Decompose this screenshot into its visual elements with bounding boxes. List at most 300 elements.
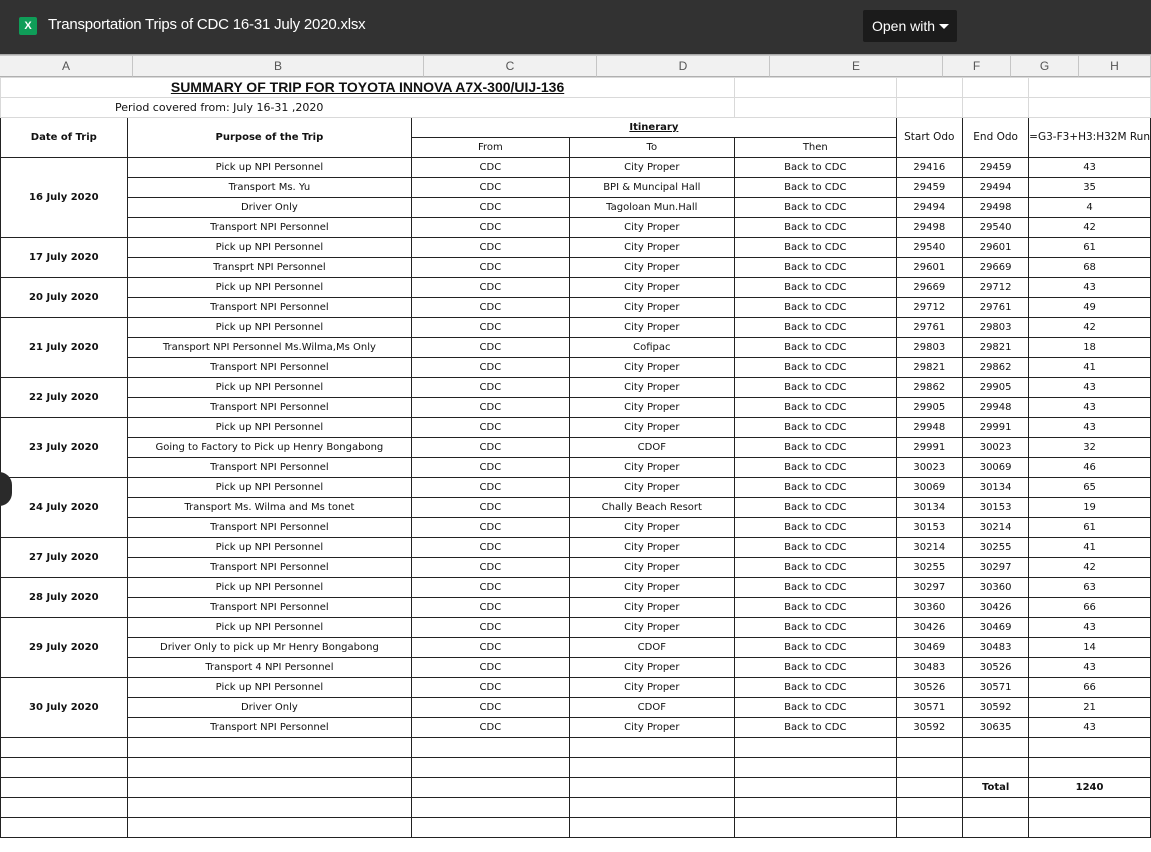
then-cell[interactable]: Back to CDC [735, 258, 896, 278]
run-cell[interactable]: 4 [1029, 198, 1151, 218]
run-cell[interactable]: 35 [1029, 178, 1151, 198]
then-cell[interactable]: Back to CDC [735, 578, 896, 598]
column-header-g[interactable]: G [1011, 56, 1079, 77]
to-cell[interactable]: City Proper [569, 418, 735, 438]
date-cell[interactable]: 21 July 2020 [1, 318, 128, 378]
then-cell[interactable]: Back to CDC [735, 598, 896, 618]
end-odo-cell[interactable]: 29601 [963, 238, 1029, 258]
empty-cell[interactable] [735, 818, 896, 838]
sheet-title[interactable]: SUMMARY OF TRIP FOR TOYOTA INNOVA A7X-300/UIJ-136 [1, 78, 735, 98]
purpose-cell[interactable]: Pick up NPI Personnel [127, 618, 412, 638]
start-odo-cell[interactable]: 29601 [896, 258, 963, 278]
end-odo-cell[interactable]: 29821 [963, 338, 1029, 358]
purpose-cell[interactable]: Pick up NPI Personnel [127, 158, 412, 178]
from-cell[interactable]: CDC [412, 518, 569, 538]
date-cell[interactable]: 30 July 2020 [1, 678, 128, 738]
empty-cell[interactable] [1, 778, 128, 798]
run-cell[interactable]: 66 [1029, 678, 1151, 698]
empty-cell[interactable] [735, 758, 896, 778]
date-cell[interactable]: 28 July 2020 [1, 578, 128, 618]
start-odo-cell[interactable]: 30360 [896, 598, 963, 618]
table-row [1, 598, 1151, 618]
to-cell[interactable]: City Proper [569, 558, 735, 578]
then-cell[interactable]: Back to CDC [735, 498, 896, 518]
start-odo-cell[interactable]: 29862 [896, 378, 963, 398]
empty-cell[interactable] [127, 778, 412, 798]
empty-row [1, 738, 1151, 758]
then-cell[interactable]: Back to CDC [735, 478, 896, 498]
then-cell[interactable]: Back to CDC [735, 378, 896, 398]
run-cell[interactable]: 43 [1029, 658, 1151, 678]
end-odo-cell[interactable]: 30297 [963, 558, 1029, 578]
purpose-cell[interactable]: Transport NPI Personnel [127, 518, 412, 538]
run-cell[interactable]: 32 [1029, 438, 1151, 458]
purpose-cell[interactable]: Transport NPI Personnel [127, 398, 412, 418]
to-cell[interactable]: City Proper [569, 658, 735, 678]
empty-cell[interactable] [412, 818, 569, 838]
open-with-button[interactable] [863, 10, 957, 42]
from-cell[interactable]: CDC [412, 398, 569, 418]
then-cell[interactable]: Back to CDC [735, 318, 896, 338]
empty-cell[interactable] [896, 738, 963, 758]
start-odo-cell[interactable]: 29712 [896, 298, 963, 318]
from-cell[interactable]: CDC [412, 258, 569, 278]
table-row [1, 178, 1151, 198]
empty-cell[interactable] [412, 758, 569, 778]
date-cell[interactable]: 16 July 2020 [1, 158, 128, 238]
purpose-cell[interactable]: Transport Ms. Wilma and Ms tonet [127, 498, 412, 518]
header-from[interactable]: From [412, 138, 569, 158]
end-odo-cell[interactable]: 30214 [963, 518, 1029, 538]
then-cell[interactable]: Back to CDC [735, 398, 896, 418]
from-cell[interactable]: CDC [412, 338, 569, 358]
empty-cell[interactable] [412, 738, 569, 758]
table-row [1, 538, 1151, 558]
start-odo-cell[interactable]: 29494 [896, 198, 963, 218]
empty-row [1, 758, 1151, 778]
run-cell[interactable]: 43 [1029, 158, 1151, 178]
run-cell[interactable]: 21 [1029, 698, 1151, 718]
then-cell[interactable]: Back to CDC [735, 218, 896, 238]
to-cell[interactable]: City Proper [569, 358, 735, 378]
run-cell[interactable]: 68 [1029, 258, 1151, 278]
start-odo-cell[interactable]: 29761 [896, 318, 963, 338]
from-cell[interactable]: CDC [412, 238, 569, 258]
run-cell[interactable]: 43 [1029, 718, 1151, 738]
empty-row [1, 818, 1151, 838]
to-cell[interactable]: City Proper [569, 598, 735, 618]
to-cell[interactable]: Tagoloan Mun.Hall [569, 198, 735, 218]
empty-cell[interactable] [735, 778, 896, 798]
column-header-e[interactable]: E [770, 56, 943, 77]
total-value[interactable]: 1240 [1029, 778, 1151, 798]
date-cell[interactable]: 24 July 2020 [1, 478, 128, 538]
empty-cell[interactable] [127, 738, 412, 758]
spreadsheet-grid [0, 77, 1151, 838]
empty-cell[interactable] [963, 738, 1029, 758]
run-cell[interactable]: 19 [1029, 498, 1151, 518]
end-odo-cell[interactable]: 30469 [963, 618, 1029, 638]
empty-cell[interactable] [1029, 758, 1151, 778]
table-row [1, 718, 1151, 738]
run-cell[interactable]: 65 [1029, 478, 1151, 498]
header-end-odo[interactable]: End Odo [963, 118, 1029, 158]
header-then[interactable]: Then [735, 138, 896, 158]
start-odo-cell[interactable]: 29803 [896, 338, 963, 358]
then-cell[interactable]: Back to CDC [735, 458, 896, 478]
empty-cell[interactable] [735, 738, 896, 758]
from-cell[interactable]: CDC [412, 618, 569, 638]
to-cell[interactable]: Cofipac [569, 338, 735, 358]
date-cell[interactable]: 23 July 2020 [1, 418, 128, 478]
purpose-cell[interactable]: Driver Only [127, 198, 412, 218]
run-cell[interactable]: 14 [1029, 638, 1151, 658]
total-label[interactable]: Total [963, 778, 1029, 798]
purpose-cell[interactable]: Transport NPI Personnel [127, 218, 412, 238]
table-row [1, 218, 1151, 238]
to-cell[interactable]: CDOF [569, 438, 735, 458]
end-odo-cell[interactable]: 30426 [963, 598, 1029, 618]
table-row [1, 238, 1151, 258]
to-cell[interactable]: City Proper [569, 298, 735, 318]
from-cell[interactable]: CDC [412, 578, 569, 598]
end-odo-cell[interactable]: 29494 [963, 178, 1029, 198]
to-cell[interactable]: City Proper [569, 318, 735, 338]
from-cell[interactable]: CDC [412, 278, 569, 298]
run-cell[interactable]: 42 [1029, 218, 1151, 238]
empty-cell[interactable] [896, 778, 963, 798]
empty-cell[interactable] [1, 738, 128, 758]
empty-cell[interactable] [963, 758, 1029, 778]
to-cell[interactable]: City Proper [569, 158, 735, 178]
empty-row [1, 798, 1151, 818]
chevron-down-icon [939, 24, 949, 29]
start-odo-cell[interactable]: 30214 [896, 538, 963, 558]
end-odo-cell[interactable]: 30023 [963, 438, 1029, 458]
end-odo-cell[interactable]: 29991 [963, 418, 1029, 438]
start-odo-cell[interactable]: 29416 [896, 158, 963, 178]
then-cell[interactable]: Back to CDC [735, 198, 896, 218]
then-cell[interactable]: Back to CDC [735, 638, 896, 658]
run-cell[interactable]: 43 [1029, 378, 1151, 398]
start-odo-cell[interactable]: 29821 [896, 358, 963, 378]
table-row [1, 698, 1151, 718]
purpose-cell[interactable]: Transport 4 NPI Personnel [127, 658, 412, 678]
start-odo-cell[interactable]: 29905 [896, 398, 963, 418]
header-purpose[interactable]: Purpose of the Trip [127, 118, 412, 158]
start-odo-cell[interactable]: 30023 [896, 458, 963, 478]
purpose-cell[interactable]: Transport NPI Personnel [127, 598, 412, 618]
run-cell[interactable]: 18 [1029, 338, 1151, 358]
to-cell[interactable]: City Proper [569, 618, 735, 638]
purpose-cell[interactable]: Transport NPI Personnel Ms.Wilma,Ms Only [127, 338, 412, 358]
to-cell[interactable]: City Proper [569, 578, 735, 598]
from-cell[interactable]: CDC [412, 538, 569, 558]
purpose-cell[interactable]: Transport NPI Personnel [127, 358, 412, 378]
purpose-cell[interactable]: Pick up NPI Personnel [127, 578, 412, 598]
from-cell[interactable]: CDC [412, 478, 569, 498]
end-odo-cell[interactable]: 29862 [963, 358, 1029, 378]
end-odo-cell[interactable]: 30153 [963, 498, 1029, 518]
empty-cell[interactable] [569, 778, 735, 798]
column-header-a[interactable]: A [0, 56, 133, 77]
header-to[interactable]: To [569, 138, 735, 158]
date-cell[interactable]: 29 July 2020 [1, 618, 128, 678]
purpose-cell[interactable]: Transport NPI Personnel [127, 298, 412, 318]
to-cell[interactable]: City Proper [569, 278, 735, 298]
from-cell[interactable]: CDC [412, 598, 569, 618]
then-cell[interactable]: Back to CDC [735, 298, 896, 318]
to-cell[interactable]: City Proper [569, 258, 735, 278]
empty-cell[interactable] [569, 758, 735, 778]
end-odo-cell[interactable]: 29712 [963, 278, 1029, 298]
purpose-cell[interactable]: Transport Ms. Yu [127, 178, 412, 198]
then-cell[interactable]: Back to CDC [735, 418, 896, 438]
table-row [1, 258, 1151, 278]
purpose-cell[interactable]: Driver Only [127, 698, 412, 718]
to-cell[interactable]: City Proper [569, 238, 735, 258]
to-cell[interactable]: City Proper [569, 478, 735, 498]
to-cell[interactable]: Chally Beach Resort [569, 498, 735, 518]
from-cell[interactable]: CDC [412, 198, 569, 218]
period-covered[interactable]: Period covered from: July 16-31 ,2020 [1, 98, 735, 118]
to-cell[interactable]: BPI & Muncipal Hall [569, 178, 735, 198]
from-cell[interactable]: CDC [412, 298, 569, 318]
purpose-cell[interactable]: Pick up NPI Personnel [127, 678, 412, 698]
then-cell[interactable]: Back to CDC [735, 338, 896, 358]
column-header-h[interactable]: H [1079, 56, 1151, 77]
to-cell[interactable]: City Proper [569, 398, 735, 418]
purpose-cell[interactable]: Pick up NPI Personnel [127, 418, 412, 438]
empty-cell[interactable] [1029, 818, 1151, 838]
end-odo-cell[interactable]: 30483 [963, 638, 1029, 658]
start-odo-cell[interactable]: 29991 [896, 438, 963, 458]
run-cell[interactable]: 43 [1029, 618, 1151, 638]
end-odo-cell[interactable]: 30526 [963, 658, 1029, 678]
start-odo-cell[interactable]: 30297 [896, 578, 963, 598]
end-odo-cell[interactable]: 29761 [963, 298, 1029, 318]
run-cell[interactable]: 46 [1029, 458, 1151, 478]
to-cell[interactable]: CDOF [569, 698, 735, 718]
run-cell[interactable]: 42 [1029, 558, 1151, 578]
total-row [1, 778, 1151, 798]
then-cell[interactable]: Back to CDC [735, 558, 896, 578]
empty-cell[interactable] [1, 818, 128, 838]
column-header-b[interactable]: B [133, 56, 424, 77]
start-odo-cell[interactable]: 30526 [896, 678, 963, 698]
table-row [1, 158, 1151, 178]
end-odo-cell[interactable]: 30360 [963, 578, 1029, 598]
from-cell[interactable]: CDC [412, 378, 569, 398]
then-cell[interactable]: Back to CDC [735, 618, 896, 638]
column-header-f[interactable]: F [943, 56, 1011, 77]
table-row [1, 578, 1151, 598]
to-cell[interactable]: City Proper [569, 678, 735, 698]
to-cell[interactable]: City Proper [569, 458, 735, 478]
end-odo-cell[interactable]: 30592 [963, 698, 1029, 718]
empty-cell[interactable] [1, 758, 128, 778]
purpose-cell[interactable]: Pick up NPI Personnel [127, 478, 412, 498]
purpose-cell[interactable]: Pick up NPI Personnel [127, 318, 412, 338]
header-date-of-trip[interactable]: Date of Trip [1, 118, 128, 158]
purpose-cell[interactable]: Going to Factory to Pick up Henry Bongabong [127, 438, 412, 458]
then-cell[interactable]: Back to CDC [735, 518, 896, 538]
empty-cell[interactable] [569, 798, 735, 818]
to-cell[interactable]: CDOF [569, 638, 735, 658]
run-cell[interactable]: 66 [1029, 598, 1151, 618]
from-cell[interactable]: CDC [412, 358, 569, 378]
to-cell[interactable]: City Proper [569, 538, 735, 558]
run-cell[interactable]: 63 [1029, 578, 1151, 598]
from-cell[interactable]: CDC [412, 638, 569, 658]
from-cell[interactable]: CDC [412, 158, 569, 178]
end-odo-cell[interactable]: 29948 [963, 398, 1029, 418]
purpose-cell[interactable]: Pick up NPI Personnel [127, 538, 412, 558]
to-cell[interactable]: City Proper [569, 518, 735, 538]
from-cell[interactable]: CDC [412, 498, 569, 518]
run-cell[interactable]: 41 [1029, 358, 1151, 378]
start-odo-cell[interactable]: 30571 [896, 698, 963, 718]
start-odo-cell[interactable]: 30426 [896, 618, 963, 638]
empty-cell[interactable] [963, 818, 1029, 838]
empty-cell[interactable] [412, 798, 569, 818]
end-odo-cell[interactable]: 29669 [963, 258, 1029, 278]
purpose-cell[interactable]: Transport NPI Personnel [127, 718, 412, 738]
end-odo-cell[interactable]: 30571 [963, 678, 1029, 698]
then-cell[interactable]: Back to CDC [735, 238, 896, 258]
start-odo-cell[interactable]: 30469 [896, 638, 963, 658]
from-cell[interactable]: CDC [412, 698, 569, 718]
purpose-cell[interactable]: Transport NPI Personnel [127, 458, 412, 478]
from-cell[interactable]: CDC [412, 218, 569, 238]
start-odo-cell[interactable]: 29540 [896, 238, 963, 258]
run-cell[interactable]: 43 [1029, 398, 1151, 418]
then-cell[interactable]: Back to CDC [735, 438, 896, 458]
then-cell[interactable]: Back to CDC [735, 658, 896, 678]
file-title: Transportation Trips of CDC 16-31 July 2020.xlsx [48, 16, 366, 33]
start-odo-cell[interactable]: 30153 [896, 518, 963, 538]
empty-cell[interactable] [963, 798, 1029, 818]
end-odo-cell[interactable]: 30134 [963, 478, 1029, 498]
date-cell[interactable]: 20 July 2020 [1, 278, 128, 318]
purpose-cell[interactable]: Pick up NPI Personnel [127, 278, 412, 298]
end-odo-cell[interactable]: 30635 [963, 718, 1029, 738]
then-cell[interactable]: Back to CDC [735, 538, 896, 558]
header-run[interactable]: =G3-F3+H3:H32M Run [1029, 118, 1151, 158]
start-odo-cell[interactable]: 30592 [896, 718, 963, 738]
start-odo-cell[interactable]: 30483 [896, 658, 963, 678]
table-row [1, 338, 1151, 358]
header-start-odo[interactable]: Start Odo [896, 118, 963, 158]
empty-cell[interactable] [1, 798, 128, 818]
run-cell[interactable]: 43 [1029, 418, 1151, 438]
end-odo-cell[interactable]: 29498 [963, 198, 1029, 218]
end-odo-cell[interactable]: 29459 [963, 158, 1029, 178]
from-cell[interactable]: CDC [412, 718, 569, 738]
end-odo-cell[interactable]: 30069 [963, 458, 1029, 478]
from-cell[interactable]: CDC [412, 438, 569, 458]
table-row [1, 478, 1151, 498]
from-cell[interactable]: CDC [412, 458, 569, 478]
table-row [1, 398, 1151, 418]
excel-file-icon: X [19, 17, 37, 35]
then-cell[interactable]: Back to CDC [735, 698, 896, 718]
run-cell[interactable]: 49 [1029, 298, 1151, 318]
header-itinerary[interactable]: Itinerary [412, 118, 896, 138]
then-cell[interactable]: Back to CDC [735, 178, 896, 198]
table-row [1, 658, 1151, 678]
purpose-cell[interactable]: Driver Only to pick up Mr Henry Bongabong [127, 638, 412, 658]
purpose-cell[interactable]: Pick up NPI Personnel [127, 378, 412, 398]
purpose-cell[interactable]: Transprt NPI Personnel [127, 258, 412, 278]
table-row [1, 318, 1151, 338]
empty-cell[interactable] [735, 798, 896, 818]
purpose-cell[interactable]: Pick up NPI Personnel [127, 238, 412, 258]
start-odo-cell[interactable]: 29498 [896, 218, 963, 238]
empty-cell[interactable] [569, 818, 735, 838]
from-cell[interactable]: CDC [412, 678, 569, 698]
run-cell[interactable]: 42 [1029, 318, 1151, 338]
then-cell[interactable]: Back to CDC [735, 278, 896, 298]
date-cell[interactable]: 22 July 2020 [1, 378, 128, 418]
run-cell[interactable]: 61 [1029, 518, 1151, 538]
then-cell[interactable]: Back to CDC [735, 718, 896, 738]
column-header-c[interactable]: C [424, 56, 597, 77]
end-odo-cell[interactable]: 29540 [963, 218, 1029, 238]
table-row [1, 198, 1151, 218]
then-cell[interactable]: Back to CDC [735, 158, 896, 178]
start-odo-cell[interactable]: 30255 [896, 558, 963, 578]
empty-cell[interactable] [896, 798, 963, 818]
end-odo-cell[interactable]: 29803 [963, 318, 1029, 338]
to-cell[interactable]: City Proper [569, 718, 735, 738]
to-cell[interactable]: City Proper [569, 218, 735, 238]
then-cell[interactable]: Back to CDC [735, 678, 896, 698]
from-cell[interactable]: CDC [412, 178, 569, 198]
empty-cell[interactable] [127, 818, 412, 838]
start-odo-cell[interactable]: 30134 [896, 498, 963, 518]
column-header-d[interactable]: D [597, 56, 770, 77]
end-odo-cell[interactable]: 29905 [963, 378, 1029, 398]
empty-cell[interactable] [127, 798, 412, 818]
start-odo-cell[interactable]: 30069 [896, 478, 963, 498]
empty-cell[interactable] [896, 758, 963, 778]
empty-cell[interactable] [127, 758, 412, 778]
start-odo-cell[interactable]: 29669 [896, 278, 963, 298]
from-cell[interactable]: CDC [412, 558, 569, 578]
date-cell[interactable]: 27 July 2020 [1, 538, 128, 578]
from-cell[interactable]: CDC [412, 318, 569, 338]
empty-cell[interactable] [1029, 798, 1151, 818]
start-odo-cell[interactable]: 29948 [896, 418, 963, 438]
date-cell[interactable]: 17 July 2020 [1, 238, 128, 278]
run-cell[interactable]: 61 [1029, 238, 1151, 258]
purpose-cell[interactable]: Transport NPI Personnel [127, 558, 412, 578]
from-cell[interactable]: CDC [412, 418, 569, 438]
from-cell[interactable]: CDC [412, 658, 569, 678]
empty-cell[interactable] [412, 778, 569, 798]
start-odo-cell[interactable]: 29459 [896, 178, 963, 198]
empty-cell[interactable] [1029, 738, 1151, 758]
empty-cell[interactable] [896, 818, 963, 838]
to-cell[interactable]: City Proper [569, 378, 735, 398]
table-row [1, 638, 1151, 658]
end-odo-cell[interactable]: 30255 [963, 538, 1029, 558]
run-cell[interactable]: 43 [1029, 278, 1151, 298]
empty-cell[interactable] [569, 738, 735, 758]
then-cell[interactable]: Back to CDC [735, 358, 896, 378]
run-cell[interactable]: 41 [1029, 538, 1151, 558]
